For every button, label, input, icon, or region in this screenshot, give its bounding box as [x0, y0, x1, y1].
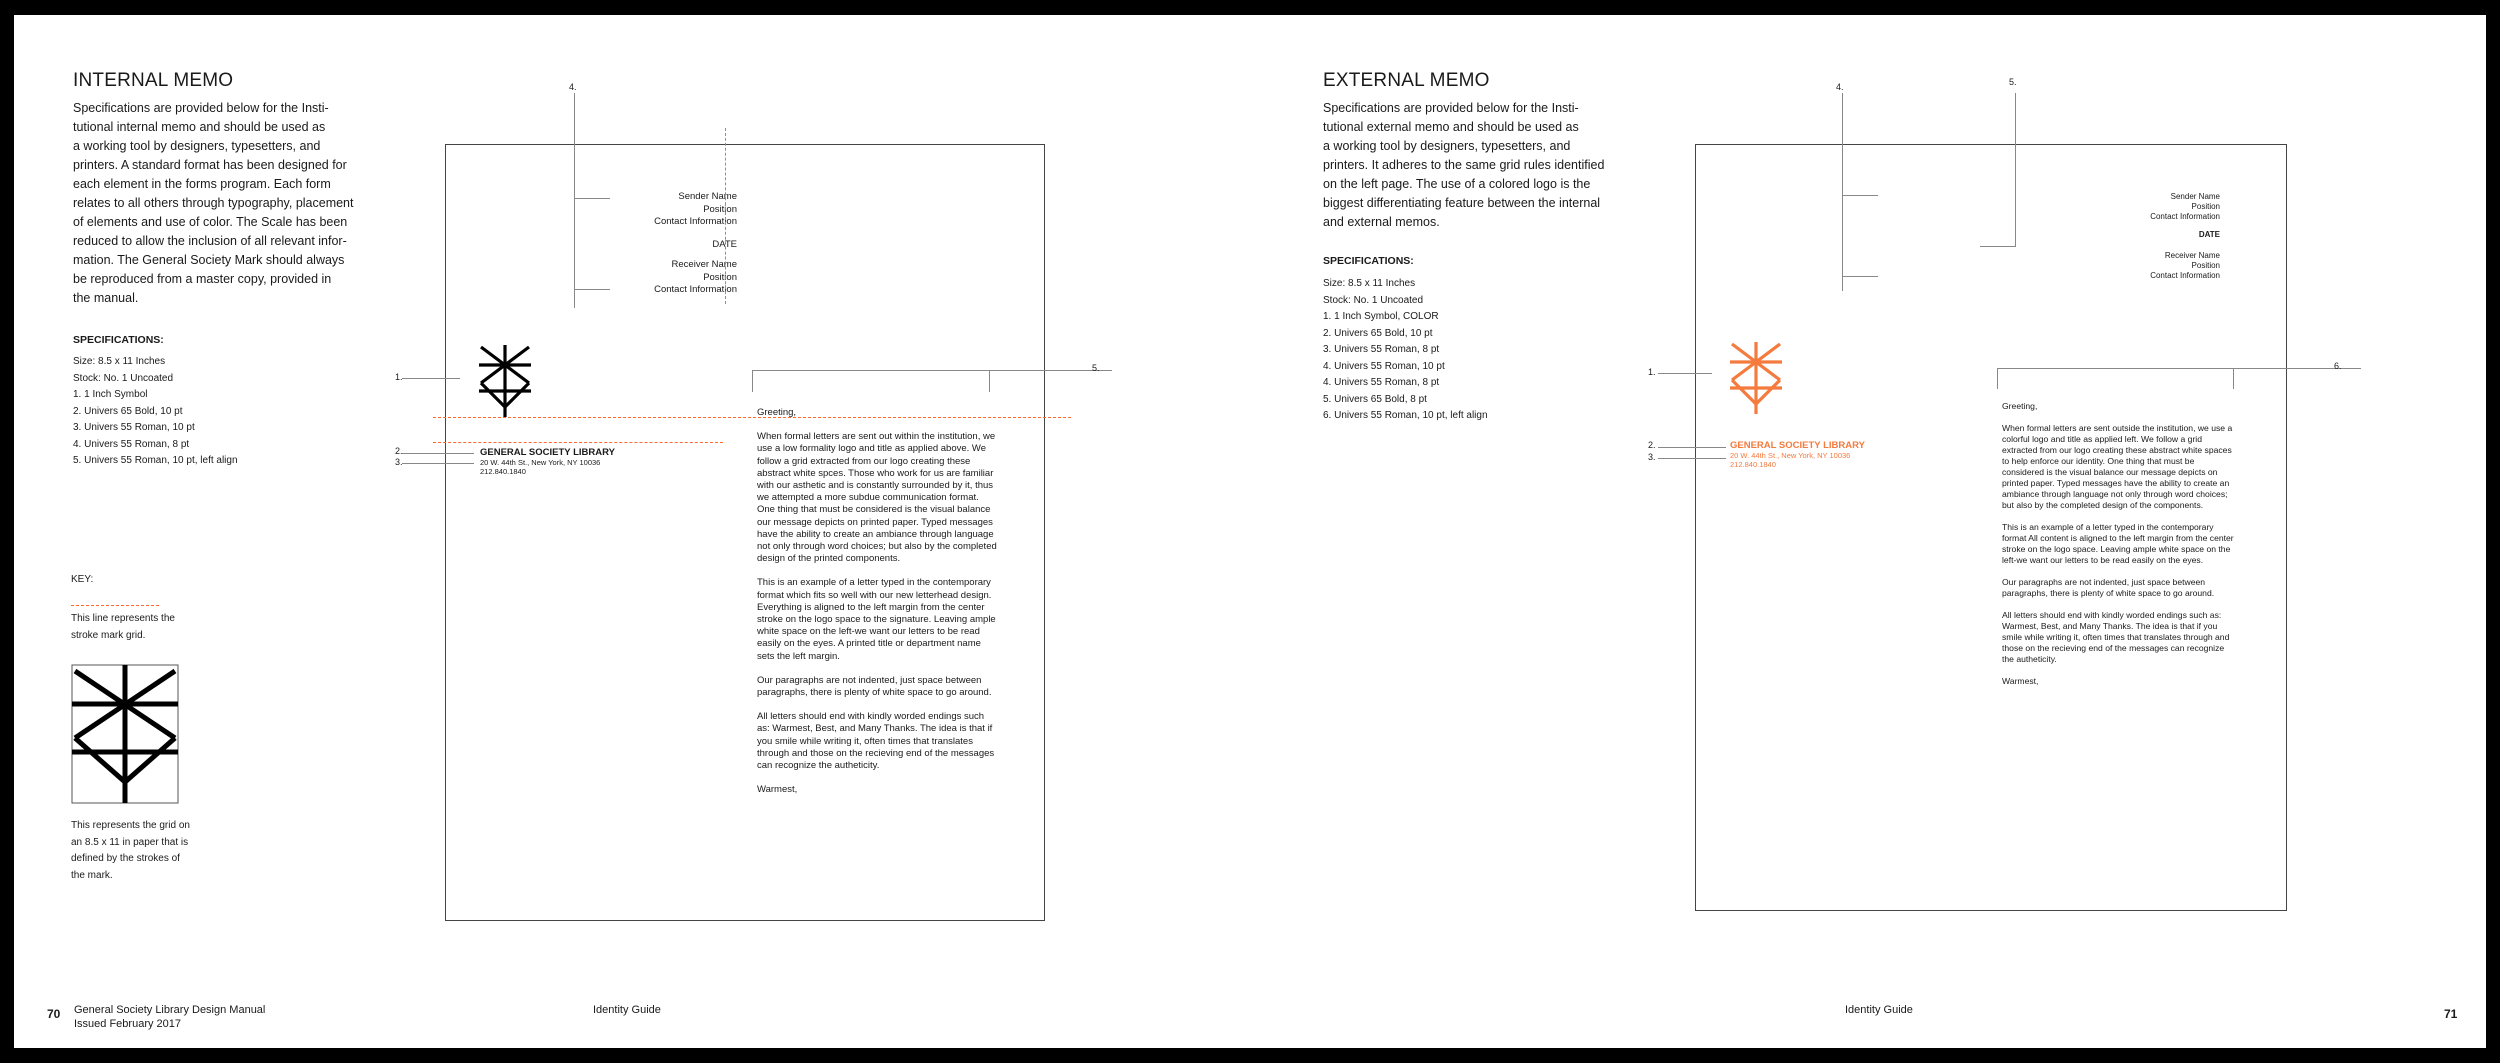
spec-item: Stock: No. 1 Uncoated: [73, 372, 174, 384]
callout-label: 5.: [1092, 363, 1100, 373]
letter-paragraph: This is an example of a letter typed in the contemporary format All content is aligned to the left margin from the center stroke on the logo space. Leaving ample white space on the left-we want our letters to be read easily on the eyes.: [2002, 522, 2234, 565]
letter-paragraph: Our paragraphs are not indented, just space between paragraphs, there is plenty of white space to go around.: [757, 674, 992, 699]
sender-block: Sender Name Position Contact Information: [654, 191, 737, 227]
callout-leader: [574, 198, 610, 199]
right-page: [1250, 15, 2486, 1048]
spec-item: 4. Univers 55 Roman, 10 pt: [1323, 360, 1445, 372]
spec-item: 1. 1 Inch Symbol: [73, 389, 148, 400]
organization-phone: 212.840.1840: [480, 467, 526, 476]
key-label: KEY:: [71, 574, 94, 585]
callout-label: 5.: [2009, 77, 2017, 87]
receiver-block: Receiver Name Position Contact Information: [654, 259, 737, 295]
callout-leader: [1997, 368, 1998, 389]
letter-closing: Warmest,: [757, 784, 798, 796]
page-number: 70: [47, 1007, 61, 1021]
spec-item: 3. Univers 55 Roman, 8 pt: [1323, 344, 1440, 355]
date-label: DATE: [2198, 230, 2220, 239]
callout-label: 4.: [569, 82, 577, 92]
date-label: DATE: [712, 239, 737, 250]
spec-item: 1. 1 Inch Symbol, COLOR: [1323, 311, 1439, 322]
letter-paragraph: When formal letters are sent out within the institution, we use a low formality logo and title as applied above. We follow a grid extracted from our logo creating these abstract white spces. Those who work for us are familiar with our asthetic and is constantly surrounded by it, thus we attempted a more subdue communication format. One thing that must be considered is the visual balance our message depicts on printed paper. Typed messages have the ability to create an ambiance through language not only through word choices; but also by the completed design of the printed components.: [757, 431, 997, 565]
callout-leader: [2233, 368, 2234, 389]
callout-leader: [752, 370, 1112, 371]
letter-closing: Warmest,: [2002, 676, 2039, 686]
callout-leader: [402, 378, 460, 379]
spec-item: Stock: No. 1 Uncoated: [1323, 294, 1424, 306]
letter-paragraph: Our paragraphs are not indented, just space between paragraphs, there is plenty of white space to go around.: [2002, 577, 2215, 598]
specifications-heading: SPECIFICATIONS:: [73, 334, 164, 346]
left-page: [14, 15, 1250, 1048]
callout-label: 1.: [395, 372, 403, 382]
callout-label: 4.: [1836, 82, 1844, 92]
callout-leader: [1658, 373, 1712, 374]
callout-label: 2.: [1648, 440, 1656, 450]
callout-leader: [2015, 93, 2016, 247]
page-number: 71: [2444, 1007, 2458, 1021]
callout-leader: [752, 370, 753, 392]
letter-body: [2002, 401, 2235, 698]
logo-mark-icon: [1730, 342, 1782, 414]
callout-leader: [1842, 195, 1878, 196]
letter-greeting: Greeting,: [2002, 401, 2038, 411]
callout-leader: [1997, 368, 2361, 369]
spec-item: 4. Univers 55 Roman, 8 pt: [1323, 377, 1440, 388]
spec-item: 5. Univers 55 Roman, 10 pt, left align: [73, 455, 238, 466]
letter-paragraph: All letters should end with kindly worded endings such as: Warmest, Best, and Many Thanks. The idea is that if you smile while writing it, often times that translates through and those on the recieving end of the messages can recognize the autheticity.: [757, 711, 995, 772]
footer-manual: General Society Library Design Manual Issued February 2017: [74, 1004, 266, 1030]
spec-item: 2. Univers 65 Bold, 10 pt: [73, 405, 183, 417]
page-title: EXTERNAL MEMO: [1323, 70, 1490, 91]
spec-item: 6. Univers 55 Roman, 10 pt, left align: [1323, 410, 1488, 421]
stroke-grid-line: [433, 442, 723, 443]
footer-section: Identity Guide: [593, 1004, 661, 1016]
key-line-description: This line represents the stroke mark grid.: [71, 613, 175, 641]
callout-label: 3.: [395, 457, 403, 467]
spec-item: Size: 8.5 x 11 Inches: [73, 356, 166, 367]
spec-item: 5. Univers 65 Bold, 8 pt: [1323, 393, 1427, 405]
letter-greeting: Greeting,: [757, 407, 797, 418]
callout-label: 6.: [2334, 361, 2342, 371]
intro-paragraph: Specifications are provided below for the Insti- tutional internal memo and should be used as a working tool by designers, typesetters, and printers. A standard format has been designed for each element in the forms program. Each form relates to all others through typography, placement of elements and use of color. The Scale has been reduced to allow the inclusion of all relevant infor- mation. The General Society Mark should always be reproduced from a master copy, provided in the manual.: [73, 101, 354, 305]
specifications-heading: SPECIFICATIONS:: [1323, 255, 1414, 267]
mark-grid-diagram: [71, 664, 179, 804]
callout-leader: [402, 463, 474, 464]
spec-item: 4. Univers 55 Roman, 8 pt: [73, 438, 190, 450]
callout-leader: [1658, 447, 1726, 448]
callout-leader: [1842, 93, 1843, 291]
callout-leader: [574, 289, 610, 290]
callout-label: 3.: [1648, 452, 1656, 462]
spec-item: Size: 8.5 x 11 Inches: [1323, 278, 1416, 289]
grid-caption: This represents the grid on an 8.5 x 11 in paper that is defined by the strokes of the mark.: [71, 820, 190, 881]
organization-name: GENERAL SOCIETY LIBRARY: [1730, 440, 1865, 451]
callout-label: 1.: [1648, 367, 1656, 377]
specifications-list: [73, 354, 238, 470]
stroke-grid-line: [725, 128, 726, 304]
callout-leader: [402, 453, 474, 454]
callout-label: 2.: [395, 446, 403, 456]
intro-paragraph: Specifications are provided below for the Insti- tutional external memo and should be used as a working tool by designers, typesetters, and printers. It adheres to the same grid rules identified on the left page. The use of a colored logo is the biggest differentiating feature between the internal and external memos.: [1323, 101, 1605, 229]
callout-leader: [1980, 246, 2016, 247]
receiver-block: Receiver Name Position Contact Information: [2150, 251, 2220, 280]
footer-section: Identity Guide: [1845, 1004, 1913, 1016]
letter-body: [757, 407, 997, 808]
spec-item: 2. Univers 65 Bold, 10 pt: [1323, 327, 1433, 339]
logo-mark-icon: [479, 345, 531, 417]
callout-leader: [574, 93, 575, 308]
letter-paragraph: This is an example of a letter typed in the contemporary format which fits so well with our new letterhead design. Everything is aligned to the left margin from the center stroke on the logo space to the signature. Leaving ample white space on the left-we want our letters to be read easily on the eyes. A printed title or department name sets the left margin.: [757, 577, 996, 662]
callout-leader: [1842, 276, 1878, 277]
key-dashed-line: [71, 605, 159, 606]
callout-leader: [1658, 458, 1726, 459]
letter-paragraph: When formal letters are sent outside the institution, we use a colorful logo and title as applied left. We follow a grid extracted from our logo creating these abstract white spaces to help enforce our identity. One thing that must be considered is the visual balance our message depicts on printed paper. Typed messages have the ability to create an ambiance through language not only through word choices; but also by the completed design of the components.: [2002, 423, 2233, 510]
organization-address: 20 W. 44th St., New York, NY 10036: [1730, 451, 1851, 460]
sender-block: Sender Name Position Contact Information: [2150, 192, 2220, 221]
letter-paragraph: All letters should end with kindly worded endings such as: Warmest, Best, and Many Thanks. The idea is that if you smile while writing it, often times that translates through and those on the recieving end of the messages can recognize the autheticity.: [2002, 610, 2230, 664]
organization-phone: 212.840.1840: [1730, 460, 1776, 469]
specifications-list: [1323, 276, 1488, 425]
organization-name: GENERAL SOCIETY LIBRARY: [480, 447, 615, 458]
spec-item: 3. Univers 55 Roman, 10 pt: [73, 422, 195, 433]
organization-address: 20 W. 44th St., New York, NY 10036: [480, 458, 601, 467]
callout-leader: [989, 370, 990, 392]
page-title: INTERNAL MEMO: [73, 70, 234, 91]
